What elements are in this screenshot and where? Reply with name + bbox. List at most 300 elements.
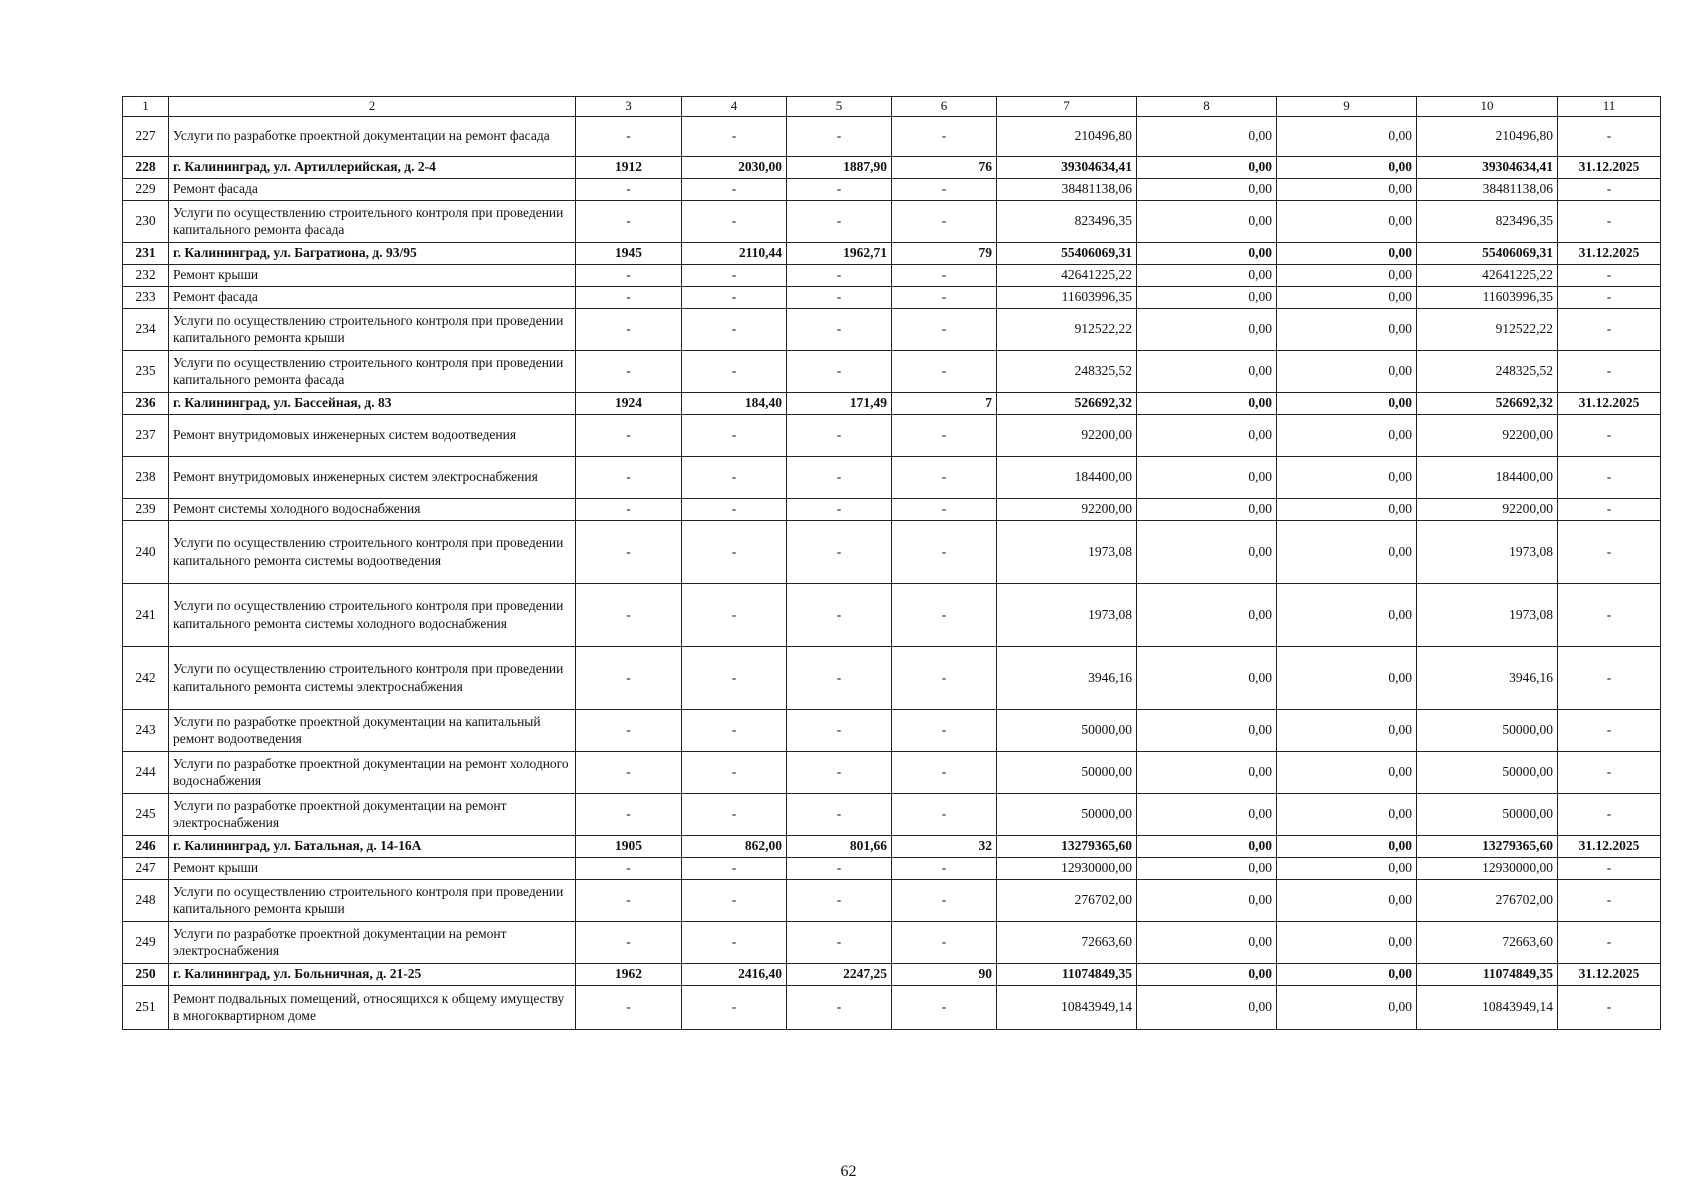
work-description-cell: Услуги по осуществлению строительного контроля при проведении капитального ремонта системы электроснабжения (169, 646, 576, 709)
fund-cost-cell: 0,00 (1137, 350, 1277, 392)
fund-cost-cell: 0,00 (1137, 646, 1277, 709)
total-cost-cell: 10843949,14 (997, 985, 1137, 1029)
owners-cost-cell: 1973,08 (1417, 520, 1558, 583)
fund-cost-cell: 0,00 (1137, 963, 1277, 985)
column-header: 6 (892, 97, 997, 117)
work-item-row (123, 709, 1661, 751)
row-number-cell: 232 (123, 264, 169, 286)
owners-cost-cell: 912522,22 (1417, 308, 1558, 350)
work-item-row (123, 985, 1661, 1029)
year-built-cell: - (576, 520, 682, 583)
residents-count-cell: - (892, 646, 997, 709)
residential-area-cell: - (787, 200, 892, 242)
work-item-row (123, 178, 1661, 200)
completion-date-cell: - (1558, 498, 1661, 520)
residential-area-cell: - (787, 414, 892, 456)
owners-cost-cell: 1973,08 (1417, 583, 1558, 646)
residential-area-cell: - (787, 646, 892, 709)
work-description-cell: г. Калининград, ул. Больничная, д. 21-25 (169, 963, 576, 985)
year-built-cell: - (576, 200, 682, 242)
residential-area-cell: 2247,25 (787, 963, 892, 985)
year-built-cell: - (576, 583, 682, 646)
residents-count-cell: - (892, 879, 997, 921)
total-area-cell: - (682, 200, 787, 242)
completion-date-cell: - (1558, 879, 1661, 921)
row-number-cell: 238 (123, 456, 169, 498)
row-number-cell: 240 (123, 520, 169, 583)
column-number-header-row (123, 97, 1661, 117)
total-cost-cell: 1973,08 (997, 520, 1137, 583)
total-area-cell: - (682, 921, 787, 963)
total-cost-cell: 50000,00 (997, 709, 1137, 751)
owners-cost-cell: 184400,00 (1417, 456, 1558, 498)
row-number-cell: 246 (123, 835, 169, 857)
residential-area-cell: - (787, 178, 892, 200)
total-area-cell: - (682, 456, 787, 498)
row-number-cell: 242 (123, 646, 169, 709)
owners-cost-cell: 10843949,14 (1417, 985, 1558, 1029)
work-description-cell: Ремонт системы холодного водоснабжения (169, 498, 576, 520)
fund-cost-cell: 0,00 (1137, 498, 1277, 520)
residents-count-cell: - (892, 583, 997, 646)
total-area-cell: - (682, 350, 787, 392)
fund-cost-cell: 0,00 (1137, 985, 1277, 1029)
column-header: 11 (1558, 97, 1661, 117)
total-cost-cell: 42641225,22 (997, 264, 1137, 286)
address-row (123, 392, 1661, 414)
total-cost-cell: 823496,35 (997, 200, 1137, 242)
budget-cost-cell: 0,00 (1277, 985, 1417, 1029)
total-area-cell: - (682, 879, 787, 921)
residential-area-cell: - (787, 456, 892, 498)
year-built-cell: - (576, 264, 682, 286)
total-cost-cell: 72663,60 (997, 921, 1137, 963)
fund-cost-cell: 0,00 (1137, 414, 1277, 456)
row-number-cell: 244 (123, 751, 169, 793)
owners-cost-cell: 823496,35 (1417, 200, 1558, 242)
work-description-cell: г. Калининград, ул. Багратиона, д. 93/95 (169, 242, 576, 264)
column-header: 5 (787, 97, 892, 117)
row-number-cell: 248 (123, 879, 169, 921)
total-cost-cell: 38481138,06 (997, 178, 1137, 200)
row-number-cell: 250 (123, 963, 169, 985)
work-item-row (123, 583, 1661, 646)
work-description-cell: Ремонт внутридомовых инженерных систем водоотведения (169, 414, 576, 456)
address-row (123, 963, 1661, 985)
budget-cost-cell: 0,00 (1277, 242, 1417, 264)
total-area-cell: - (682, 646, 787, 709)
budget-cost-cell: 0,00 (1277, 921, 1417, 963)
completion-date-cell: 31.12.2025 (1558, 963, 1661, 985)
fund-cost-cell: 0,00 (1137, 921, 1277, 963)
work-item-row (123, 751, 1661, 793)
work-item-row (123, 350, 1661, 392)
row-number-cell: 251 (123, 985, 169, 1029)
owners-cost-cell: 50000,00 (1417, 751, 1558, 793)
column-header: 4 (682, 97, 787, 117)
work-item-row (123, 264, 1661, 286)
budget-cost-cell: 0,00 (1277, 414, 1417, 456)
row-number-cell: 235 (123, 350, 169, 392)
work-item-row (123, 456, 1661, 498)
total-cost-cell: 92200,00 (997, 414, 1137, 456)
fund-cost-cell: 0,00 (1137, 835, 1277, 857)
owners-cost-cell: 210496,80 (1417, 116, 1558, 156)
fund-cost-cell: 0,00 (1137, 857, 1277, 879)
year-built-cell: 1945 (576, 242, 682, 264)
budget-cost-cell: 0,00 (1277, 963, 1417, 985)
column-header: 8 (1137, 97, 1277, 117)
budget-cost-cell: 0,00 (1277, 392, 1417, 414)
residential-area-cell: - (787, 985, 892, 1029)
total-area-cell: - (682, 793, 787, 835)
total-cost-cell: 3946,16 (997, 646, 1137, 709)
row-number-cell: 234 (123, 308, 169, 350)
work-item-row (123, 200, 1661, 242)
row-number-cell: 231 (123, 242, 169, 264)
total-area-cell: 2110,44 (682, 242, 787, 264)
fund-cost-cell: 0,00 (1137, 456, 1277, 498)
residential-area-cell: - (787, 857, 892, 879)
year-built-cell: - (576, 498, 682, 520)
fund-cost-cell: 0,00 (1137, 242, 1277, 264)
column-header: 7 (997, 97, 1137, 117)
residents-count-cell: - (892, 520, 997, 583)
work-description-cell: Ремонт внутридомовых инженерных систем электроснабжения (169, 456, 576, 498)
year-built-cell: - (576, 793, 682, 835)
residential-area-cell: - (787, 520, 892, 583)
residential-area-cell: - (787, 751, 892, 793)
owners-cost-cell: 50000,00 (1417, 793, 1558, 835)
completion-date-cell: - (1558, 456, 1661, 498)
residential-area-cell: - (787, 308, 892, 350)
total-area-cell: - (682, 985, 787, 1029)
completion-date-cell: - (1558, 583, 1661, 646)
completion-date-cell: - (1558, 921, 1661, 963)
fund-cost-cell: 0,00 (1137, 583, 1277, 646)
budget-cost-cell: 0,00 (1277, 350, 1417, 392)
residential-area-cell: - (787, 793, 892, 835)
completion-date-cell: - (1558, 200, 1661, 242)
total-cost-cell: 11074849,35 (997, 963, 1137, 985)
column-header: 1 (123, 97, 169, 117)
fund-cost-cell: 0,00 (1137, 200, 1277, 242)
owners-cost-cell: 3946,16 (1417, 646, 1558, 709)
completion-date-cell: - (1558, 520, 1661, 583)
completion-date-cell: - (1558, 414, 1661, 456)
total-cost-cell: 55406069,31 (997, 242, 1137, 264)
residential-area-cell: - (787, 583, 892, 646)
completion-date-cell: - (1558, 116, 1661, 156)
year-built-cell: 1912 (576, 156, 682, 178)
residential-area-cell: - (787, 709, 892, 751)
work-item-row (123, 646, 1661, 709)
row-number-cell: 239 (123, 498, 169, 520)
total-cost-cell: 50000,00 (997, 751, 1137, 793)
total-cost-cell: 12930000,00 (997, 857, 1137, 879)
total-area-cell: - (682, 264, 787, 286)
residents-count-cell: 76 (892, 156, 997, 178)
owners-cost-cell: 11074849,35 (1417, 963, 1558, 985)
work-description-cell: Услуги по осуществлению строительного контроля при проведении капитального ремонта системы водоотведения (169, 520, 576, 583)
budget-cost-cell: 0,00 (1277, 751, 1417, 793)
total-area-cell: - (682, 178, 787, 200)
year-built-cell: - (576, 709, 682, 751)
work-item-row (123, 921, 1661, 963)
total-cost-cell: 13279365,60 (997, 835, 1137, 857)
residents-count-cell: - (892, 350, 997, 392)
residential-area-cell: - (787, 350, 892, 392)
fund-cost-cell: 0,00 (1137, 156, 1277, 178)
total-cost-cell: 92200,00 (997, 498, 1137, 520)
row-number-cell: 230 (123, 200, 169, 242)
residents-count-cell: 7 (892, 392, 997, 414)
budget-cost-cell: 0,00 (1277, 520, 1417, 583)
year-built-cell: - (576, 286, 682, 308)
total-area-cell: 862,00 (682, 835, 787, 857)
completion-date-cell: - (1558, 857, 1661, 879)
column-header: 10 (1417, 97, 1558, 117)
table-body (123, 97, 1661, 1030)
work-item-row (123, 793, 1661, 835)
completion-date-cell: - (1558, 308, 1661, 350)
budget-cost-cell: 0,00 (1277, 646, 1417, 709)
completion-date-cell: - (1558, 264, 1661, 286)
page-number: 62 (840, 1163, 857, 1180)
work-item-row (123, 414, 1661, 456)
work-description-cell: Услуги по осуществлению строительного контроля при проведении капитального ремонта фасада (169, 200, 576, 242)
year-built-cell: - (576, 116, 682, 156)
total-area-cell: - (682, 414, 787, 456)
fund-cost-cell: 0,00 (1137, 793, 1277, 835)
total-cost-cell: 210496,80 (997, 116, 1137, 156)
year-built-cell: - (576, 879, 682, 921)
residents-count-cell: - (892, 264, 997, 286)
owners-cost-cell: 92200,00 (1417, 414, 1558, 456)
row-number-cell: 247 (123, 857, 169, 879)
fund-cost-cell: 0,00 (1137, 308, 1277, 350)
row-number-cell: 228 (123, 156, 169, 178)
work-description-cell: Ремонт крыши (169, 264, 576, 286)
owners-cost-cell: 42641225,22 (1417, 264, 1558, 286)
work-item-row (123, 116, 1661, 156)
total-area-cell: - (682, 709, 787, 751)
work-description-cell: г. Калининград, ул. Батальная, д. 14-16А (169, 835, 576, 857)
completion-date-cell: 31.12.2025 (1558, 392, 1661, 414)
residents-count-cell: 90 (892, 963, 997, 985)
work-description-cell: Ремонт фасада (169, 178, 576, 200)
year-built-cell: 1924 (576, 392, 682, 414)
completion-date-cell: 31.12.2025 (1558, 156, 1661, 178)
work-description-cell: Услуги по разработке проектной документации на ремонт фасада (169, 116, 576, 156)
owners-cost-cell: 248325,52 (1417, 350, 1558, 392)
address-row (123, 242, 1661, 264)
work-description-cell: Ремонт фасада (169, 286, 576, 308)
year-built-cell: 1905 (576, 835, 682, 857)
total-cost-cell: 184400,00 (997, 456, 1137, 498)
budget-cost-cell: 0,00 (1277, 835, 1417, 857)
residential-area-cell: - (787, 498, 892, 520)
budget-cost-cell: 0,00 (1277, 498, 1417, 520)
total-cost-cell: 276702,00 (997, 879, 1137, 921)
total-area-cell: - (682, 583, 787, 646)
fund-cost-cell: 0,00 (1137, 709, 1277, 751)
residential-area-cell: 171,49 (787, 392, 892, 414)
budget-cost-cell: 0,00 (1277, 264, 1417, 286)
work-description-cell: Услуги по осуществлению строительного контроля при проведении капитального ремонта системы холодного водоснабжения (169, 583, 576, 646)
owners-cost-cell: 13279365,60 (1417, 835, 1558, 857)
row-number-cell: 249 (123, 921, 169, 963)
owners-cost-cell: 12930000,00 (1417, 857, 1558, 879)
work-description-cell: Ремонт крыши (169, 857, 576, 879)
fund-cost-cell: 0,00 (1137, 264, 1277, 286)
year-built-cell: - (576, 921, 682, 963)
total-area-cell: - (682, 857, 787, 879)
row-number-cell: 236 (123, 392, 169, 414)
total-area-cell: - (682, 286, 787, 308)
work-description-cell: г. Калининград, ул. Бассейная, д. 83 (169, 392, 576, 414)
residents-count-cell: - (892, 308, 997, 350)
capital-repair-table (122, 96, 1661, 1030)
fund-cost-cell: 0,00 (1137, 879, 1277, 921)
residents-count-cell: - (892, 857, 997, 879)
owners-cost-cell: 92200,00 (1417, 498, 1558, 520)
residential-area-cell: - (787, 879, 892, 921)
budget-cost-cell: 0,00 (1277, 156, 1417, 178)
budget-cost-cell: 0,00 (1277, 857, 1417, 879)
work-item-row (123, 308, 1661, 350)
fund-cost-cell: 0,00 (1137, 286, 1277, 308)
budget-cost-cell: 0,00 (1277, 583, 1417, 646)
residential-area-cell: - (787, 116, 892, 156)
residents-count-cell: - (892, 456, 997, 498)
year-built-cell: - (576, 646, 682, 709)
owners-cost-cell: 39304634,41 (1417, 156, 1558, 178)
residential-area-cell: - (787, 264, 892, 286)
fund-cost-cell: 0,00 (1137, 178, 1277, 200)
total-area-cell: - (682, 498, 787, 520)
total-cost-cell: 11603996,35 (997, 286, 1137, 308)
work-item-row (123, 498, 1661, 520)
budget-cost-cell: 0,00 (1277, 456, 1417, 498)
year-built-cell: - (576, 308, 682, 350)
residents-count-cell: - (892, 178, 997, 200)
residents-count-cell: - (892, 116, 997, 156)
work-item-row (123, 857, 1661, 879)
year-built-cell: - (576, 857, 682, 879)
work-description-cell: Услуги по осуществлению строительного контроля при проведении капитального ремонта фасада (169, 350, 576, 392)
row-number-cell: 229 (123, 178, 169, 200)
fund-cost-cell: 0,00 (1137, 116, 1277, 156)
column-header: 2 (169, 97, 576, 117)
completion-date-cell: - (1558, 751, 1661, 793)
owners-cost-cell: 55406069,31 (1417, 242, 1558, 264)
residents-count-cell: - (892, 286, 997, 308)
fund-cost-cell: 0,00 (1137, 392, 1277, 414)
total-cost-cell: 1973,08 (997, 583, 1137, 646)
total-cost-cell: 50000,00 (997, 793, 1137, 835)
fund-cost-cell: 0,00 (1137, 520, 1277, 583)
total-cost-cell: 39304634,41 (997, 156, 1137, 178)
work-description-cell: Услуги по разработке проектной документации на капитальный ремонт водоотведения (169, 709, 576, 751)
work-item-row (123, 286, 1661, 308)
total-cost-cell: 912522,22 (997, 308, 1137, 350)
residents-count-cell: - (892, 793, 997, 835)
completion-date-cell: - (1558, 646, 1661, 709)
row-number-cell: 245 (123, 793, 169, 835)
completion-date-cell: - (1558, 286, 1661, 308)
address-row (123, 835, 1661, 857)
total-area-cell: 184,40 (682, 392, 787, 414)
work-description-cell: Услуги по разработке проектной документации на ремонт электроснабжения (169, 793, 576, 835)
year-built-cell: - (576, 456, 682, 498)
total-area-cell: 2416,40 (682, 963, 787, 985)
residential-area-cell: - (787, 286, 892, 308)
total-cost-cell: 526692,32 (997, 392, 1137, 414)
residential-area-cell: 801,66 (787, 835, 892, 857)
address-row (123, 156, 1661, 178)
owners-cost-cell: 11603996,35 (1417, 286, 1558, 308)
work-description-cell: г. Калининград, ул. Артиллерийская, д. 2-4 (169, 156, 576, 178)
work-description-cell: Ремонт подвальных помещений, относящихся к общему имуществу в многоквартирном доме (169, 985, 576, 1029)
completion-date-cell: - (1558, 178, 1661, 200)
work-description-cell: Услуги по разработке проектной документации на ремонт холодного водоснабжения (169, 751, 576, 793)
residential-area-cell: 1962,71 (787, 242, 892, 264)
column-header: 9 (1277, 97, 1417, 117)
row-number-cell: 227 (123, 116, 169, 156)
year-built-cell: 1962 (576, 963, 682, 985)
completion-date-cell: - (1558, 793, 1661, 835)
work-description-cell: Услуги по разработке проектной документации на ремонт электроснабжения (169, 921, 576, 963)
residents-count-cell: - (892, 498, 997, 520)
row-number-cell: 241 (123, 583, 169, 646)
total-area-cell: - (682, 116, 787, 156)
work-item-row (123, 520, 1661, 583)
budget-cost-cell: 0,00 (1277, 793, 1417, 835)
residents-count-cell: - (892, 921, 997, 963)
year-built-cell: - (576, 178, 682, 200)
total-area-cell: - (682, 520, 787, 583)
completion-date-cell: 31.12.2025 (1558, 242, 1661, 264)
owners-cost-cell: 526692,32 (1417, 392, 1558, 414)
owners-cost-cell: 276702,00 (1417, 879, 1558, 921)
residents-count-cell: - (892, 200, 997, 242)
residents-count-cell: - (892, 709, 997, 751)
completion-date-cell: - (1558, 985, 1661, 1029)
total-area-cell: - (682, 751, 787, 793)
budget-cost-cell: 0,00 (1277, 709, 1417, 751)
row-number-cell: 233 (123, 286, 169, 308)
total-cost-cell: 248325,52 (997, 350, 1137, 392)
residential-area-cell: - (787, 921, 892, 963)
residents-count-cell: - (892, 985, 997, 1029)
completion-date-cell: - (1558, 350, 1661, 392)
row-number-cell: 243 (123, 709, 169, 751)
owners-cost-cell: 50000,00 (1417, 709, 1558, 751)
residential-area-cell: 1887,90 (787, 156, 892, 178)
residents-count-cell: - (892, 414, 997, 456)
year-built-cell: - (576, 985, 682, 1029)
budget-cost-cell: 0,00 (1277, 116, 1417, 156)
year-built-cell: - (576, 350, 682, 392)
budget-cost-cell: 0,00 (1277, 200, 1417, 242)
residents-count-cell: - (892, 751, 997, 793)
row-number-cell: 237 (123, 414, 169, 456)
fund-cost-cell: 0,00 (1137, 751, 1277, 793)
budget-cost-cell: 0,00 (1277, 308, 1417, 350)
work-description-cell: Услуги по осуществлению строительного контроля при проведении капитального ремонта крыши (169, 308, 576, 350)
owners-cost-cell: 38481138,06 (1417, 178, 1558, 200)
